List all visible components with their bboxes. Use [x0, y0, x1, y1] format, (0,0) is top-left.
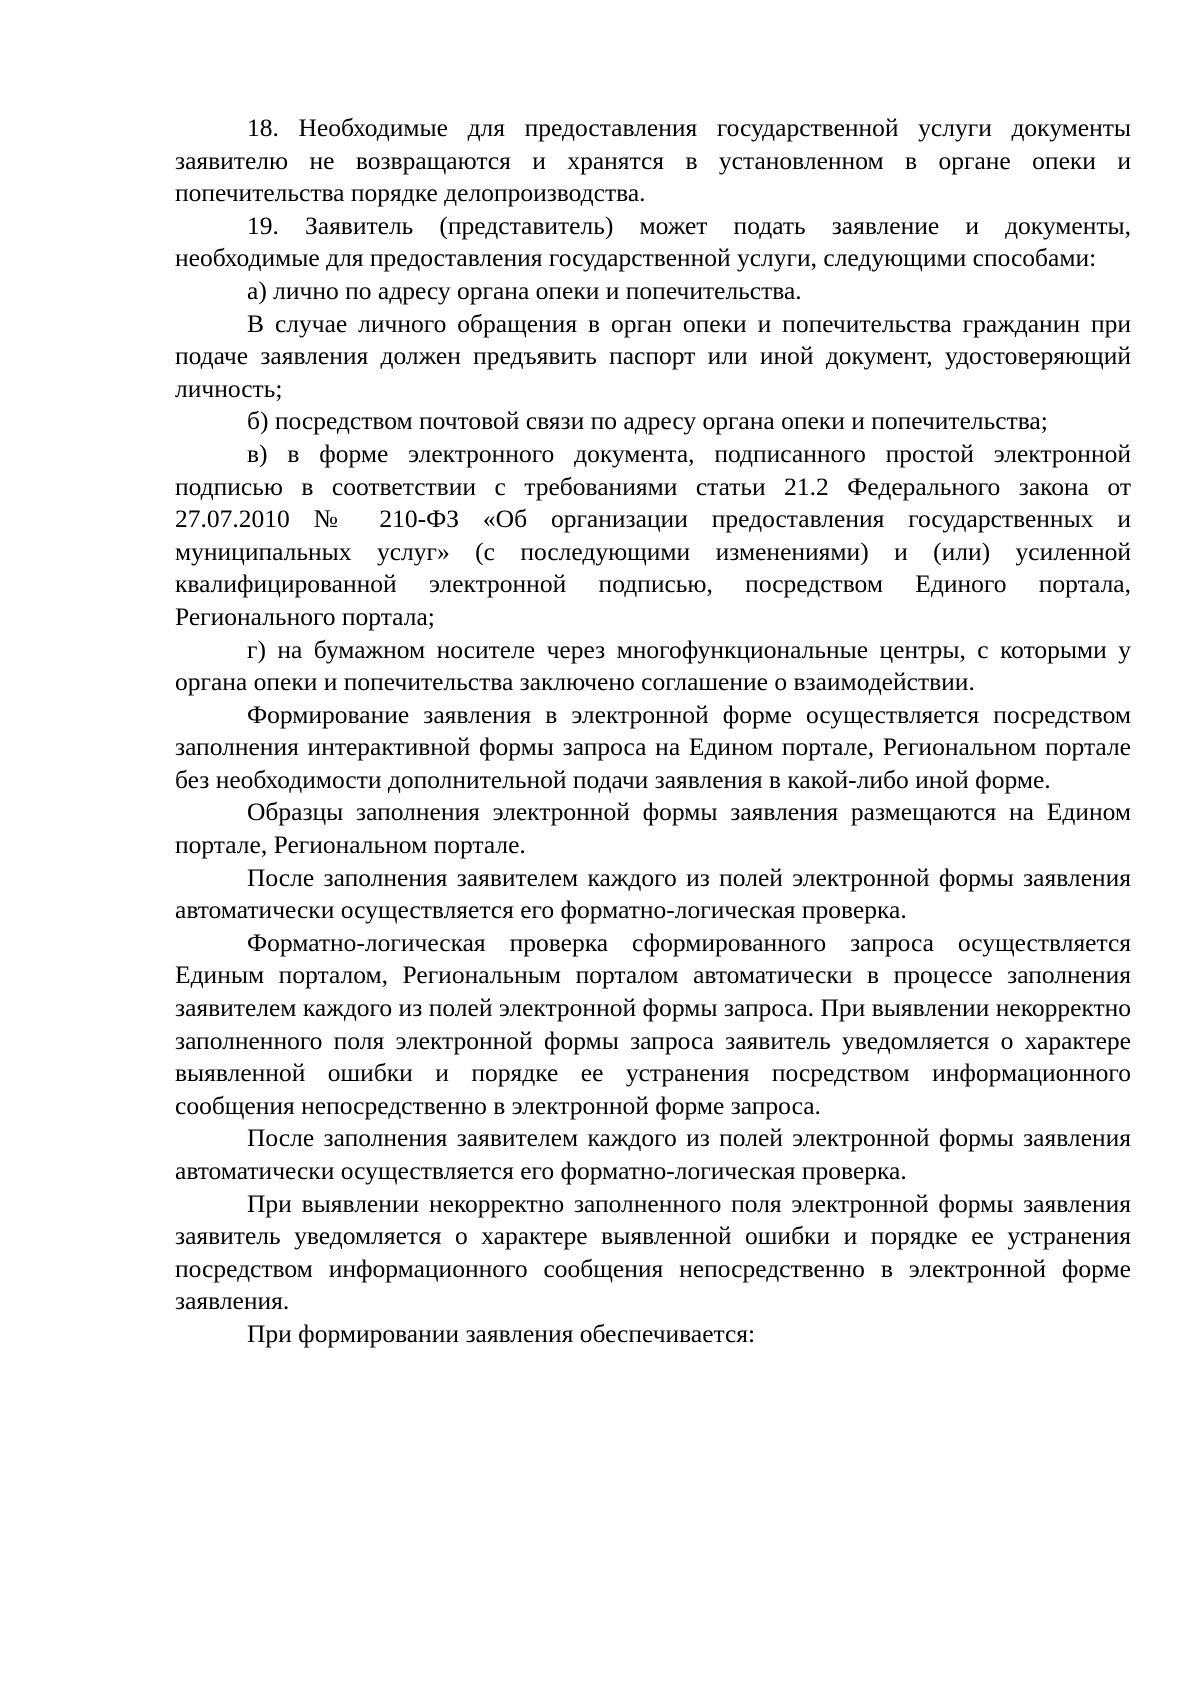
paragraph-19: 19. Заявитель (представитель) может подать заявление и документы, необходимые для предоставления государственной услуги, следующими способами:: [175, 210, 1131, 273]
paragraph-18: 18. Необходимые для предоставления государственной услуги документы заявителю не возвращаются и хранятся в установленном в органе опеки и попечительства порядке делопроизводства.: [175, 113, 1131, 208]
paragraph-item-g: г) на бумажном носителе через многофункциональные центры, с которыми у органа опеки и попечительства заключено соглашение о взаимодействии.: [175, 634, 1131, 697]
paragraph-item-v: в) в форме электронного документа, подписанного простой электронной подписью в соответствии с требованиями статьи 21.2 Федерального закона от 27.07.2010 № 210-ФЗ «Об организации предоставления государственных и муниципальных услуг» (с последующими изменениями) и (или) усиленной квалифицированной электронной подписью, посредством Единого портала, Регионального портала;: [175, 438, 1131, 631]
paragraph-check-1: После заполнения заявителем каждого из полей электронной формы заявления автоматически осуществляется его форматно-логическая проверка.: [175, 862, 1131, 925]
paragraph-provided: При формировании заявления обеспечивается:: [247, 1318, 756, 1348]
paragraph-personal-visit: В случае личного обращения в орган опеки и попечительства гражданин при подаче заявления должен предъявить паспорт или иной документ, удостоверяющий личность;: [175, 308, 1131, 403]
paragraph-electronic-form: Формирование заявления в электронной форме осуществляется посредством заполнения интерактивной формы запроса на Едином портале, Региональном портале без необходимости дополнительной подачи заявления в какой-либо иной форме.: [175, 699, 1131, 794]
paragraph-samples: Образцы заполнения электронной формы заявления размещаются на Едином портале, Региональном портале.: [175, 797, 1131, 860]
paragraph-item-b: б) посредством почтовой связи по адресу органа опеки и попечительства;: [247, 406, 1048, 436]
paragraph-error-notice: При выявлении некорректно заполненного поля электронной формы заявления заявитель уведомляется о характере выявленной ошибки и порядке ее устранения посредством информационного сообщения непосредственно в электронной форме заявления.: [175, 1188, 1131, 1316]
paragraph-format-check: Форматно-логическая проверка сформированного запроса осуществляется Единым порталом, Региональным порталом автоматически в процессе заполнения заявителем каждого из полей электронной формы запроса. При выявлении некорректно заполненного поля электронной формы запроса заявитель уведомляется о характере выявленной ошибки и порядке ее устранения посредством информационного сообщения непосредственно в электронной форме запроса.: [175, 927, 1131, 1120]
document-body: [175, 112, 1131, 1351]
paragraph-item-a: а) лично по адресу органа опеки и попечительства.: [247, 275, 802, 305]
paragraph-check-2: После заполнения заявителем каждого из полей электронной формы заявления автоматически осуществляется его форматно-логическая проверка.: [175, 1123, 1131, 1185]
